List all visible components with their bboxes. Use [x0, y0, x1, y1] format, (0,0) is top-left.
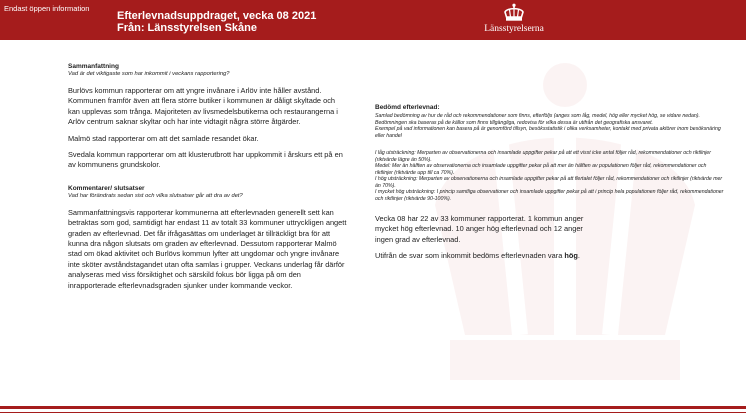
comments-paragraph: Sammanfattningsvis rapporterar kommunerna att efterlevnaden generellt sett kan betraktas som god, samtidigt har endast 11 av totalt 33 kommuner uttryckligen angett graden av efterlevnad. Det får ifrågasättas om underlaget är tillräckligt bra för att kunna dra någon slutsats om graden av efterlevnad. Dessutom rapporterar Malmö stad om ökad aktivitet och Burlövs kommun lyfter att ungdomar och yngre invånare inte sköter avståndstagandet utan ofta samlas i grupper. Veckans underlag får därför analyseras med viss försiktighet och särskild fokus bör ligga på om den inrapporterade efterlevnadsgraden sjunker under kommande veckor. — [68, 207, 347, 290]
assessment-intro-line-3: Exempel på vad informationen kan basera på är genomförd tillsyn, besöksstatistik i olika verksamheter, kontakt med privata aktörer inom besöksnäring eller handel — [375, 126, 721, 139]
assessment-intro-line-1: Samlad bedömning av hur de råd och rekommendationer som finns, efterföljs (anges som låg, medel, hög eller mycket hög, se vidare nedan). — [375, 113, 700, 119]
report-title-line-2: Från: Länsstyrelsen Skåne — [117, 22, 258, 34]
scale-low: I låg utsträckning: Merparten av observationerna och insamlade uppgifter pekar på att ett visst icke antal följer råd, rekommendationer och riktlinjer (riktvärde lägre än 50%). — [375, 150, 711, 163]
comments-heading: Kommentarer/ slutsatser — [68, 184, 145, 192]
summary-heading: Sammanfattning — [68, 63, 119, 70]
conclusion-value: hög — [564, 251, 578, 261]
assessment-result: Vecka 08 har 22 av 33 kommuner rapporterat. 1 kommun anger mycket hög efterlevnad. 10 anger hög efterlevnad och 12 anger ingen grad av efterlevnad. — [375, 214, 584, 244]
header-bar — [0, 0, 746, 40]
right-column — [375, 104, 725, 262]
footer-line — [0, 412, 746, 413]
assessment-heading: Bedömd efterlevnad: — [375, 104, 440, 111]
lansstyrelserna-logo — [474, 3, 554, 37]
report-title — [117, 10, 316, 34]
crown-icon — [502, 3, 526, 23]
assessment-conclusion — [375, 251, 590, 261]
scale-medium: Medel: Mer än hälften av observationerna och insamlade uppgifter pekar på att mer än hälften av populationen följer råd, rekommendationer och riktlinjer (riktvärde upp till ca 70%). — [375, 163, 707, 176]
comments-subheading: Vad har förändrats sedan sist och vilka slutsatser går att dra av det? — [68, 192, 243, 199]
summary-paragraph-2: Malmö stad rapporterar om att det samlade resandet ökar. — [68, 133, 259, 143]
scale-high: I hög utsträckning: Merparten av observationerna och insamlade uppgifter pekar på att flertalet följer råd, rekommendationer och riktlinjer (riktvärde mer än 70%). — [375, 176, 723, 189]
summary-paragraph-3: Svedala kommun rapporterar om att klusterutbrott har uppkommit i årskurs ett på en av kommunens grundskolor. — [68, 150, 343, 170]
report-title-line-1: Efterlevnadsuppdraget, vecka 08 2021 — [117, 10, 317, 22]
logo-text: Länsstyrelserna — [484, 24, 544, 34]
conclusion-suffix: . — [577, 251, 580, 261]
conclusion-prefix: Utifrån de svar som inkommit bedöms efterlevnaden vara — [375, 251, 565, 261]
scale-very-high: I mycket hög utsträckning: I princip samtliga observationer och insamlade uppgifter pekar på att i princip hela populationen följer råd, rekommendationer och riktlinjer (riktvärde 90-100%). — [375, 189, 724, 202]
assessment-intro — [375, 113, 725, 139]
summary-paragraph-1: Burlövs kommun rapporterar om att yngre invånare i Arlöv inte håller avstånd. Kommunen framför även att flera större butiker i kommunen är dåligt skyltade och kan upplevas som trånga. Majoriteten av livsmedelsbutikerna och restaurangerna i Arlöv centrum saknar skyltar och har inte vidtagit några större åtgärder. — [68, 86, 338, 127]
summary-subheading: Vad är det viktigaste som har inkommit i veckans rapportering? — [68, 71, 230, 77]
footer-bar — [0, 406, 746, 409]
assessment-scale — [375, 150, 725, 202]
assessment-intro-line-2: Bedömningen ska baseras på de källor som finns tillgängliga, redovisa för vilka dessa är utifrån det geografiska ansvaret. — [375, 119, 653, 126]
classification-note: Endast öppen information — [4, 4, 90, 13]
left-column — [68, 63, 348, 291]
